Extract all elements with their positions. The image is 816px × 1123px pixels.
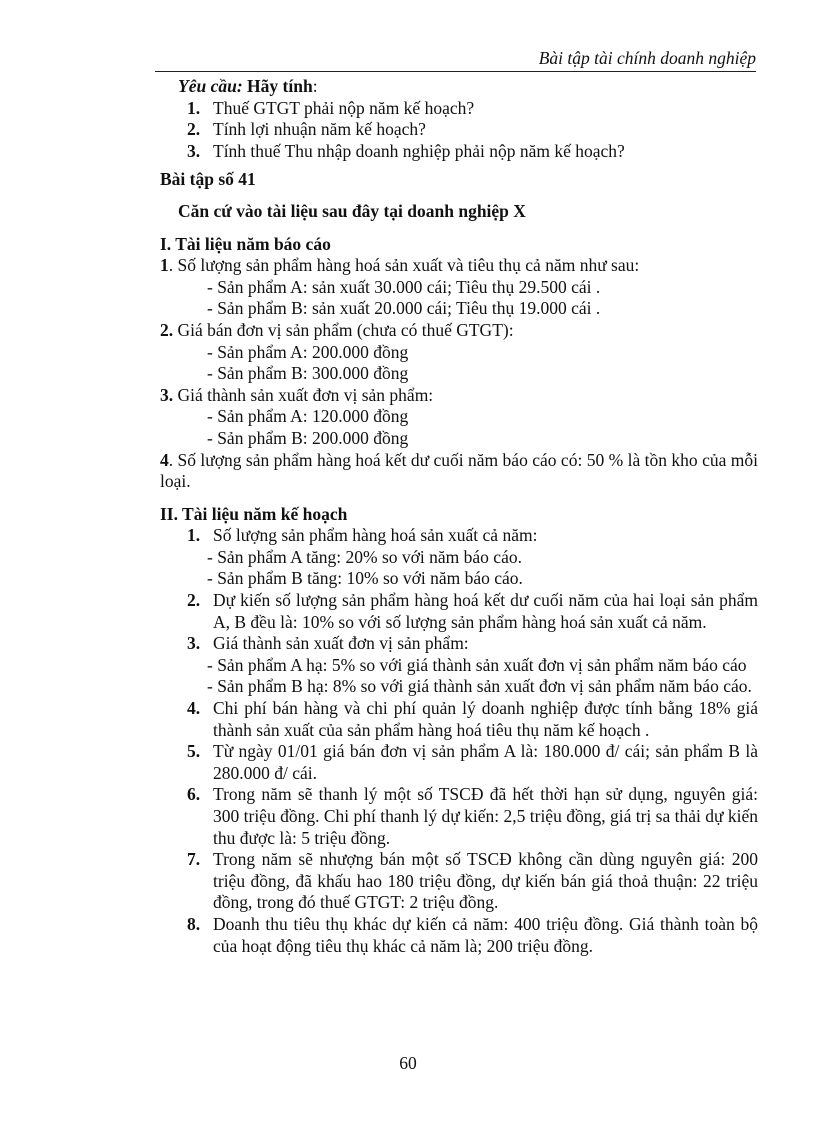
section-1-item-4 bbox=[160, 450, 758, 493]
plan-item-8 bbox=[187, 914, 758, 957]
sub-item: - Sản phẩm B: 300.000 đồng bbox=[207, 363, 409, 384]
plan-item-2 bbox=[187, 590, 758, 633]
item-text: Giá thành sản xuất đơn vị sản phẩm: bbox=[173, 384, 434, 405]
requirements-heading bbox=[178, 76, 758, 98]
item-text: . Số lượng sản phẩm hàng hoá kết dư cuối năm báo cáo có: 50 % là tồn kho của mỗi loại. bbox=[160, 449, 758, 492]
requirements-colon: : bbox=[312, 76, 318, 96]
item-text: Tính lợi nhuận năm kế hoạch? bbox=[213, 119, 426, 140]
sub-item: - Sản phẩm B: 200.000 đồng bbox=[207, 427, 409, 448]
sub-item: - Sản phẩm A tăng: 20% so với năm báo cáo. bbox=[207, 546, 522, 567]
item-number: 1 bbox=[160, 255, 169, 276]
item-text: Chi phí bán hàng và chi phí quản lý doanh nghiệp được tính bằng 18% giá thành sản xuất của sản phẩm hàng hoá tiêu thụ năm kế hoạch . bbox=[213, 698, 758, 740]
requirement-item bbox=[187, 141, 758, 163]
item-text: Giá thành sản xuất đơn vị sản phẩm: bbox=[213, 633, 469, 654]
plan-item-5 bbox=[187, 741, 758, 784]
item-text: Doanh thu tiêu thụ khác dự kiến cả năm: 400 triệu đồng. Giá thành toàn bộ của hoạt động tiêu thụ khác cả năm là; 200 triệu đồng. bbox=[213, 913, 758, 956]
page-number: 60 bbox=[399, 1053, 417, 1073]
requirements-list bbox=[187, 98, 758, 163]
section-1-item-2 bbox=[160, 320, 758, 342]
item-text: Thuế GTGT phải nộp năm kế hoạch? bbox=[213, 97, 475, 118]
item-number: 3. bbox=[187, 140, 201, 161]
exercise-title: Bài tập số 41 bbox=[160, 169, 256, 190]
item-text: Trong năm sẽ thanh lý một số TSCĐ đã hết thời hạn sử dụng, nguyên giá: 300 triệu đồng. Chi phí thanh lý dự kiến: 2,5 triệu đồng, giá trị sa thải dự kiến thu được là: 5 triệu đồng. bbox=[213, 784, 758, 848]
page-content bbox=[160, 76, 758, 957]
sub-item: - Sản phẩm B tăng: 10% so với năm báo cáo. bbox=[207, 568, 523, 589]
item-number: 1. bbox=[187, 97, 201, 118]
sub-item: - Sản phẩm A hạ: 5% so với giá thành sản xuất đơn vị sản phẩm năm báo cáo bbox=[207, 654, 747, 675]
running-header: Bài tập tài chính doanh nghiệp bbox=[538, 48, 756, 68]
section-1-item-3 bbox=[160, 385, 758, 407]
item-number: 6. bbox=[187, 784, 201, 805]
sub-item: - Sản phẩm A: 200.000 đồng bbox=[207, 341, 409, 362]
requirement-item bbox=[187, 119, 758, 141]
item-text: Trong năm sẽ nhượng bán một số TSCĐ không cần dùng nguyên giá: 200 triệu đồng, đã khấu hao 180 triệu đồng, dự kiến bán giá thoả thuận: 22 triệu đồng, trong đó thuế GTGT: 2 triệu đồng. bbox=[213, 849, 758, 913]
plan-item-3 bbox=[187, 633, 758, 655]
sub-item: - Sản phẩm A: 120.000 đồng bbox=[207, 406, 409, 427]
item-number: 8. bbox=[187, 913, 201, 934]
plan-item-6 bbox=[187, 784, 758, 849]
item-number: 3. bbox=[160, 384, 174, 405]
plan-list bbox=[187, 525, 758, 957]
item-number: 2. bbox=[187, 119, 201, 140]
requirements-title: Hãy tính bbox=[242, 76, 313, 96]
exercise-intro: Căn cứ vào tài liệu sau đây tại doanh nghiệp X bbox=[178, 200, 526, 221]
plan-item-1 bbox=[187, 525, 758, 547]
item-text: Giá bán đơn vị sản phẩm (chưa có thuế GTGT): bbox=[173, 319, 514, 340]
section-1-item-1 bbox=[160, 255, 758, 277]
item-number: 1. bbox=[187, 525, 201, 546]
item-text: Dự kiến số lượng sản phẩm hàng hoá kết dư cuối năm của hai loại sản phẩm A, B đều là: 10% so với số lượng sản phẩm hàng hoá sản xuất cả năm. bbox=[213, 590, 758, 632]
item-number: 4. bbox=[187, 698, 201, 719]
header-divider bbox=[155, 71, 756, 72]
section-1-title: I. Tài liệu năm báo cáo bbox=[160, 233, 331, 254]
plan-item-7 bbox=[187, 849, 758, 914]
plan-item-4 bbox=[187, 698, 758, 741]
sub-item: - Sản phẩm B: sản xuất 20.000 cái; Tiêu thụ 19.000 cái . bbox=[207, 298, 601, 319]
requirements-label: Yêu cầu: bbox=[178, 76, 243, 96]
item-number: 4 bbox=[160, 449, 169, 470]
item-number: 7. bbox=[187, 849, 201, 870]
sub-item: - Sản phẩm B hạ: 8% so với giá thành sản xuất đơn vị sản phẩm năm báo cáo. bbox=[207, 676, 752, 697]
item-text: . Số lượng sản phẩm hàng hoá sản xuất và tiêu thụ cả năm như sau: bbox=[168, 255, 640, 276]
requirement-item bbox=[187, 98, 758, 120]
item-text: Từ ngày 01/01 giá bán đơn vị sản phẩm A là: 180.000 đ/ cái; sản phẩm B là 280.000 đ/ cái. bbox=[213, 741, 758, 783]
item-number: 5. bbox=[187, 741, 201, 762]
section-2-title: II. Tài liệu năm kế hoạch bbox=[160, 503, 348, 524]
item-text: Số lượng sản phẩm hàng hoá sản xuất cả năm: bbox=[213, 525, 538, 546]
sub-item: - Sản phẩm A: sản xuất 30.000 cái; Tiêu thụ 29.500 cái . bbox=[207, 276, 601, 297]
item-number: 3. bbox=[187, 633, 201, 654]
item-number: 2. bbox=[187, 590, 201, 611]
item-text: Tính thuế Thu nhập doanh nghiệp phải nộp năm kế hoạch? bbox=[213, 140, 625, 161]
item-number: 2. bbox=[160, 319, 174, 340]
